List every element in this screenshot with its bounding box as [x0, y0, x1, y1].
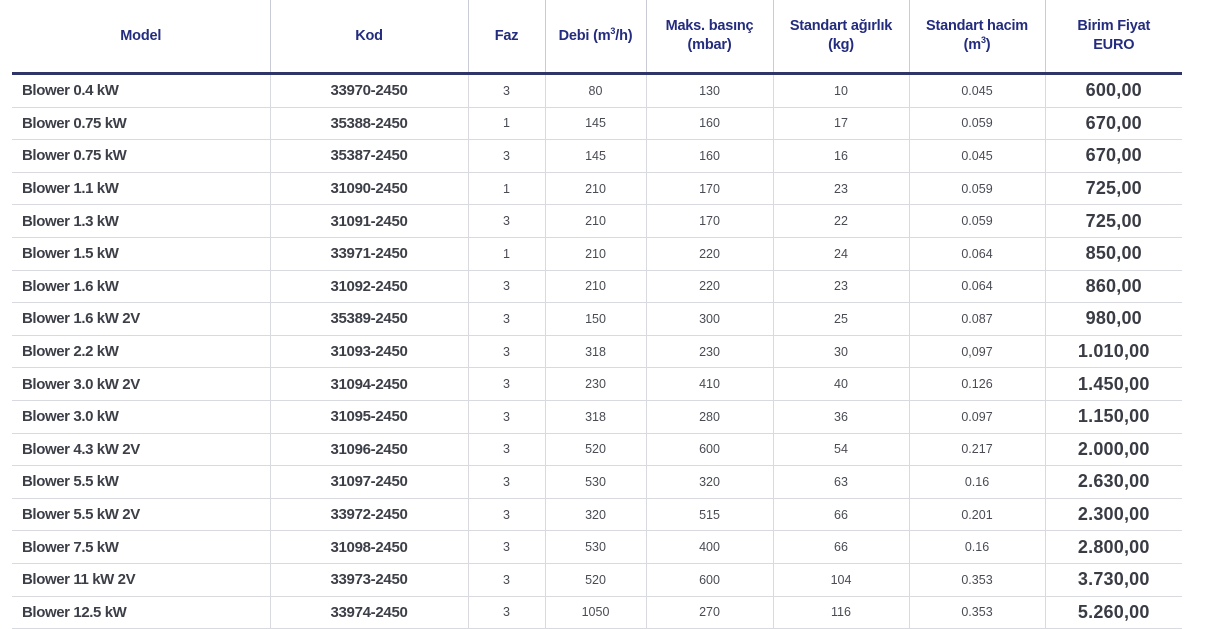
cell-fiyat: 725,00 [1045, 172, 1182, 205]
cell-fiyat: 850,00 [1045, 237, 1182, 270]
header-kod [270, 0, 468, 74]
cell-model: Blower 1.6 kW 2V [12, 303, 270, 336]
cell-kod: 31095-2450 [270, 400, 468, 433]
cell-model: Blower 3.0 kW [12, 400, 270, 433]
cell-faz: 1 [468, 172, 545, 205]
cell-faz: 3 [468, 368, 545, 401]
cell-kod: 31091-2450 [270, 205, 468, 238]
cell-debi: 1050 [545, 596, 646, 629]
cell-maks: 600 [646, 433, 773, 466]
cell-faz: 3 [468, 400, 545, 433]
header-model-label: Model [120, 27, 162, 44]
cell-hacim: 0.16 [909, 531, 1045, 564]
cell-kod: 35388-2450 [270, 107, 468, 140]
cell-debi: 145 [545, 107, 646, 140]
cell-kod: 35389-2450 [270, 303, 468, 336]
cell-maks: 170 [646, 205, 773, 238]
cell-maks: 515 [646, 498, 773, 531]
cell-agirlik: 36 [773, 400, 909, 433]
cell-model: Blower 11 kW 2V [12, 563, 270, 596]
cell-maks: 160 [646, 107, 773, 140]
table-row [12, 563, 1182, 596]
price-table-container [12, 0, 1182, 629]
cell-hacim: 0.16 [909, 466, 1045, 499]
table-row [12, 368, 1182, 401]
header-kod-label: Kod [355, 27, 383, 44]
cell-model: Blower 12.5 kW [12, 596, 270, 629]
cell-hacim: 0.097 [909, 400, 1045, 433]
cell-faz: 1 [468, 237, 545, 270]
cell-agirlik: 24 [773, 237, 909, 270]
table-header [12, 0, 1182, 74]
cell-fiyat: 1.150,00 [1045, 400, 1182, 433]
cell-debi: 318 [545, 400, 646, 433]
cell-model: Blower 0.75 kW [12, 107, 270, 140]
cell-fiyat: 2.300,00 [1045, 498, 1182, 531]
cell-agirlik: 30 [773, 335, 909, 368]
cell-kod: 31094-2450 [270, 368, 468, 401]
cell-agirlik: 25 [773, 303, 909, 336]
table-row [12, 303, 1182, 336]
cell-model: Blower 1.1 kW [12, 172, 270, 205]
cell-debi: 210 [545, 270, 646, 303]
cell-fiyat: 2.800,00 [1045, 531, 1182, 564]
cell-agirlik: 104 [773, 563, 909, 596]
table-row [12, 172, 1182, 205]
table-row [12, 107, 1182, 140]
header-faz-label: Faz [494, 27, 519, 44]
table-row [12, 433, 1182, 466]
cell-agirlik: 66 [773, 498, 909, 531]
cell-hacim: 0.045 [909, 74, 1045, 108]
cell-debi: 210 [545, 205, 646, 238]
cell-hacim: 0.217 [909, 433, 1045, 466]
cell-faz: 3 [468, 270, 545, 303]
cell-kod: 33970-2450 [270, 74, 468, 108]
table-row [12, 466, 1182, 499]
table-row [12, 596, 1182, 629]
cell-kod: 35387-2450 [270, 140, 468, 173]
cell-maks: 600 [646, 563, 773, 596]
cell-agirlik: 66 [773, 531, 909, 564]
header-fiyat-line2: EURO [1093, 37, 1135, 53]
header-maks-line1: Maks. basınç [665, 18, 754, 34]
cell-debi: 210 [545, 172, 646, 205]
cell-kod: 33971-2450 [270, 237, 468, 270]
cell-faz: 1 [468, 107, 545, 140]
header-debi-prefix: Debi (m [558, 27, 611, 44]
cell-fiyat: 1.010,00 [1045, 335, 1182, 368]
cell-faz: 3 [468, 466, 545, 499]
cell-faz: 3 [468, 596, 545, 629]
cell-faz: 3 [468, 563, 545, 596]
cell-fiyat: 980,00 [1045, 303, 1182, 336]
cell-faz: 3 [468, 205, 545, 238]
cell-hacim: 0.059 [909, 107, 1045, 140]
cell-debi: 150 [545, 303, 646, 336]
cell-fiyat: 725,00 [1045, 205, 1182, 238]
header-row [12, 0, 1182, 74]
header-agirlik [773, 0, 909, 74]
cell-agirlik: 10 [773, 74, 909, 108]
header-debi-sup: 3 [610, 25, 616, 36]
cell-model: Blower 0.75 kW [12, 140, 270, 173]
header-maks-line2: (mbar) [687, 37, 732, 53]
cell-hacim: 0,097 [909, 335, 1045, 368]
blower-price-table [12, 0, 1182, 629]
table-row [12, 335, 1182, 368]
cell-maks: 220 [646, 270, 773, 303]
header-fiyat [1045, 0, 1182, 74]
cell-fiyat: 1.450,00 [1045, 368, 1182, 401]
table-row [12, 205, 1182, 238]
cell-hacim: 0.045 [909, 140, 1045, 173]
cell-maks: 170 [646, 172, 773, 205]
cell-debi: 318 [545, 335, 646, 368]
cell-kod: 33974-2450 [270, 596, 468, 629]
cell-kod: 31092-2450 [270, 270, 468, 303]
cell-maks: 300 [646, 303, 773, 336]
cell-agirlik: 16 [773, 140, 909, 173]
header-debi [545, 0, 646, 74]
cell-agirlik: 22 [773, 205, 909, 238]
cell-kod: 31093-2450 [270, 335, 468, 368]
cell-maks: 130 [646, 74, 773, 108]
cell-faz: 3 [468, 531, 545, 564]
cell-debi: 80 [545, 74, 646, 108]
table-row [12, 140, 1182, 173]
header-fiyat-line1: Birim Fiyat [1077, 18, 1151, 34]
cell-fiyat: 670,00 [1045, 107, 1182, 140]
cell-hacim: 0.353 [909, 596, 1045, 629]
cell-debi: 230 [545, 368, 646, 401]
header-maks [646, 0, 773, 74]
cell-faz: 3 [468, 140, 545, 173]
table-row [12, 74, 1182, 108]
cell-hacim: 0.064 [909, 270, 1045, 303]
cell-model: Blower 5.5 kW 2V [12, 498, 270, 531]
cell-fiyat: 600,00 [1045, 74, 1182, 108]
cell-agirlik: 54 [773, 433, 909, 466]
cell-kod: 31096-2450 [270, 433, 468, 466]
header-debi-suffix: /h) [615, 27, 633, 44]
cell-kod: 31090-2450 [270, 172, 468, 205]
cell-model: Blower 1.6 kW [12, 270, 270, 303]
cell-maks: 410 [646, 368, 773, 401]
cell-model: Blower 5.5 kW [12, 466, 270, 499]
header-faz [468, 0, 545, 74]
cell-model: Blower 2.2 kW [12, 335, 270, 368]
cell-agirlik: 40 [773, 368, 909, 401]
cell-faz: 3 [468, 335, 545, 368]
cell-agirlik: 116 [773, 596, 909, 629]
cell-model: Blower 4.3 kW 2V [12, 433, 270, 466]
cell-agirlik: 23 [773, 270, 909, 303]
header-hacim-line2-prefix: (m [963, 37, 981, 53]
cell-debi: 520 [545, 433, 646, 466]
cell-kod: 31097-2450 [270, 466, 468, 499]
cell-hacim: 0.126 [909, 368, 1045, 401]
cell-model: Blower 7.5 kW [12, 531, 270, 564]
table-row [12, 400, 1182, 433]
cell-debi: 530 [545, 531, 646, 564]
header-hacim-line2-suffix: ) [985, 37, 991, 53]
cell-fiyat: 2.630,00 [1045, 466, 1182, 499]
table-row [12, 237, 1182, 270]
cell-hacim: 0.059 [909, 172, 1045, 205]
table-row [12, 498, 1182, 531]
cell-hacim: 0.201 [909, 498, 1045, 531]
cell-maks: 160 [646, 140, 773, 173]
cell-fiyat: 670,00 [1045, 140, 1182, 173]
cell-maks: 230 [646, 335, 773, 368]
cell-debi: 210 [545, 237, 646, 270]
cell-maks: 270 [646, 596, 773, 629]
cell-maks: 400 [646, 531, 773, 564]
cell-debi: 520 [545, 563, 646, 596]
header-hacim [909, 0, 1045, 74]
cell-hacim: 0.064 [909, 237, 1045, 270]
cell-fiyat: 2.000,00 [1045, 433, 1182, 466]
table-row [12, 531, 1182, 564]
cell-model: Blower 0.4 kW [12, 74, 270, 108]
cell-kod: 33973-2450 [270, 563, 468, 596]
cell-fiyat: 5.260,00 [1045, 596, 1182, 629]
cell-faz: 3 [468, 303, 545, 336]
cell-debi: 530 [545, 466, 646, 499]
cell-fiyat: 3.730,00 [1045, 563, 1182, 596]
cell-maks: 280 [646, 400, 773, 433]
cell-faz: 3 [468, 498, 545, 531]
cell-faz: 3 [468, 433, 545, 466]
cell-hacim: 0.087 [909, 303, 1045, 336]
cell-debi: 320 [545, 498, 646, 531]
cell-hacim: 0.353 [909, 563, 1045, 596]
cell-maks: 220 [646, 237, 773, 270]
cell-faz: 3 [468, 74, 545, 108]
cell-kod: 33972-2450 [270, 498, 468, 531]
cell-maks: 320 [646, 466, 773, 499]
header-agirlik-line1: Standart ağırlık [789, 18, 893, 34]
cell-agirlik: 17 [773, 107, 909, 140]
cell-kod: 31098-2450 [270, 531, 468, 564]
header-hacim-line1: Standart hacim [926, 18, 1028, 34]
header-hacim-sup: 3 [980, 35, 986, 46]
cell-model: Blower 1.3 kW [12, 205, 270, 238]
cell-fiyat: 860,00 [1045, 270, 1182, 303]
cell-debi: 145 [545, 140, 646, 173]
cell-model: Blower 1.5 kW [12, 237, 270, 270]
cell-agirlik: 63 [773, 466, 909, 499]
header-model [12, 0, 270, 74]
table-body [12, 74, 1182, 629]
cell-model: Blower 3.0 kW 2V [12, 368, 270, 401]
header-agirlik-line2: (kg) [828, 37, 854, 53]
cell-agirlik: 23 [773, 172, 909, 205]
cell-hacim: 0.059 [909, 205, 1045, 238]
table-row [12, 270, 1182, 303]
